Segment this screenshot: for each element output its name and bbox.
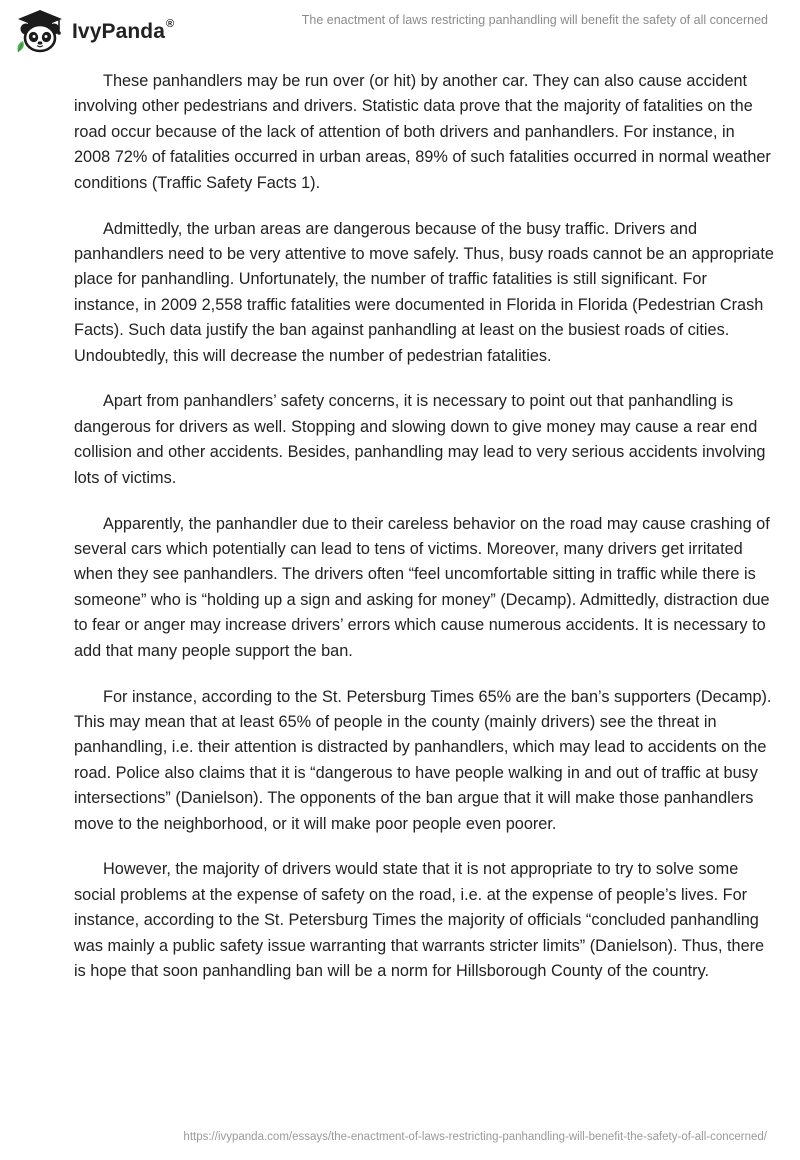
panda-graduate-icon — [14, 8, 66, 54]
logo-name: IvyPanda — [72, 20, 166, 43]
ivypanda-logo[interactable] — [14, 8, 174, 54]
paragraph: However, the majority of drivers would state that it is not appropriate to try to solve some social problems at the expense of safety on the road, i.e. at the expense of people’s lives. For instance, according to the St. Petersburg Times the majority of officials “concluded panhandling was mainly a public safety issue warranting that warrants stricter limits” (Danielson). Thus, there is hope that soon panhandling ban will be a norm for Hillsborough County of the country. — [74, 860, 765, 981]
paragraph: Apparently, the panhandler due to their careless behavior on the road may cause crashing of several cars which potentially can lead to tens of victims. Moreover, many drivers get irritated when they see panhandlers. The drivers often “feel uncomfortable sitting in traffic while there is someone” who is “holding up a sign and asking for money” (Decamp). Admittedly, distraction due to fear or anger may increase drivers’ errors which cause numerous accidents. It is necessary to add that many people support the ban. — [74, 514, 770, 660]
paragraph: Apart from panhandlers’ safety concerns, it is necessary to point out that panhandling is dangerous for drivers as well. Stopping and slowing down to give money may cause a rear end collision and other accidents. Besides, panhandling may lead to very serious accidents involving lots of victims. — [74, 392, 766, 487]
logo-wordmark — [72, 20, 174, 44]
paragraph: Admittedly, the urban areas are dangerous because of the busy traffic. Drivers and panhandlers need to be very attentive to move safely. Thus, busy roads cannot be an appropriate place for panhandling. Unfortunately, the number of traffic fatalities is still significant. For instance, in 2009 2,558 traffic fatalities were documented in Florida in Florida (Pedestrian Crash Facts). Such data justify the ban against panhandling at least on the busiest roads of cities. Undoubtedly, this will decrease the number of pedestrian fatalities. — [74, 219, 774, 365]
source-url[interactable]: https://ivypanda.com/essays/the-enactment-of-laws-restricting-panhandling-will-benefit-the-safety-of-all-concerned/ — [183, 1131, 767, 1143]
essay-title: The enactment of laws restricting panhandling will benefit the safety of all concerned — [301, 13, 768, 27]
page-header — [0, 0, 800, 60]
registered-mark: ® — [166, 18, 175, 30]
paragraph: These panhandlers may be run over (or hit) by another car. They can also cause accident involving other pedestrians and drivers. Statistic data prove that the majority of fatalities on the road occur because of the lack of attention of both drivers and panhandlers. For instance, in 2008 72% of fatalities occurred in urban areas, 89% of such fatalities occurred in normal weather conditions (Traffic Safety Facts 1). — [74, 72, 771, 192]
paragraph: For instance, according to the St. Petersburg Times 65% are the ban’s supporters (Decamp). This may mean that at least 65% of people in the county (mainly drivers) see the threat in panhandling, i.e. their attention is distracted by panhandlers, which may lead to accidents on the road. Police also claims that it is “dangerous to have people walking in and out of traffic at busy intersections” (Danielson). The opponents of the ban argue that it will make those panhandlers move to the neighborhood, or it will make poor people even poorer. — [74, 687, 772, 833]
essay-body — [74, 69, 774, 1005]
